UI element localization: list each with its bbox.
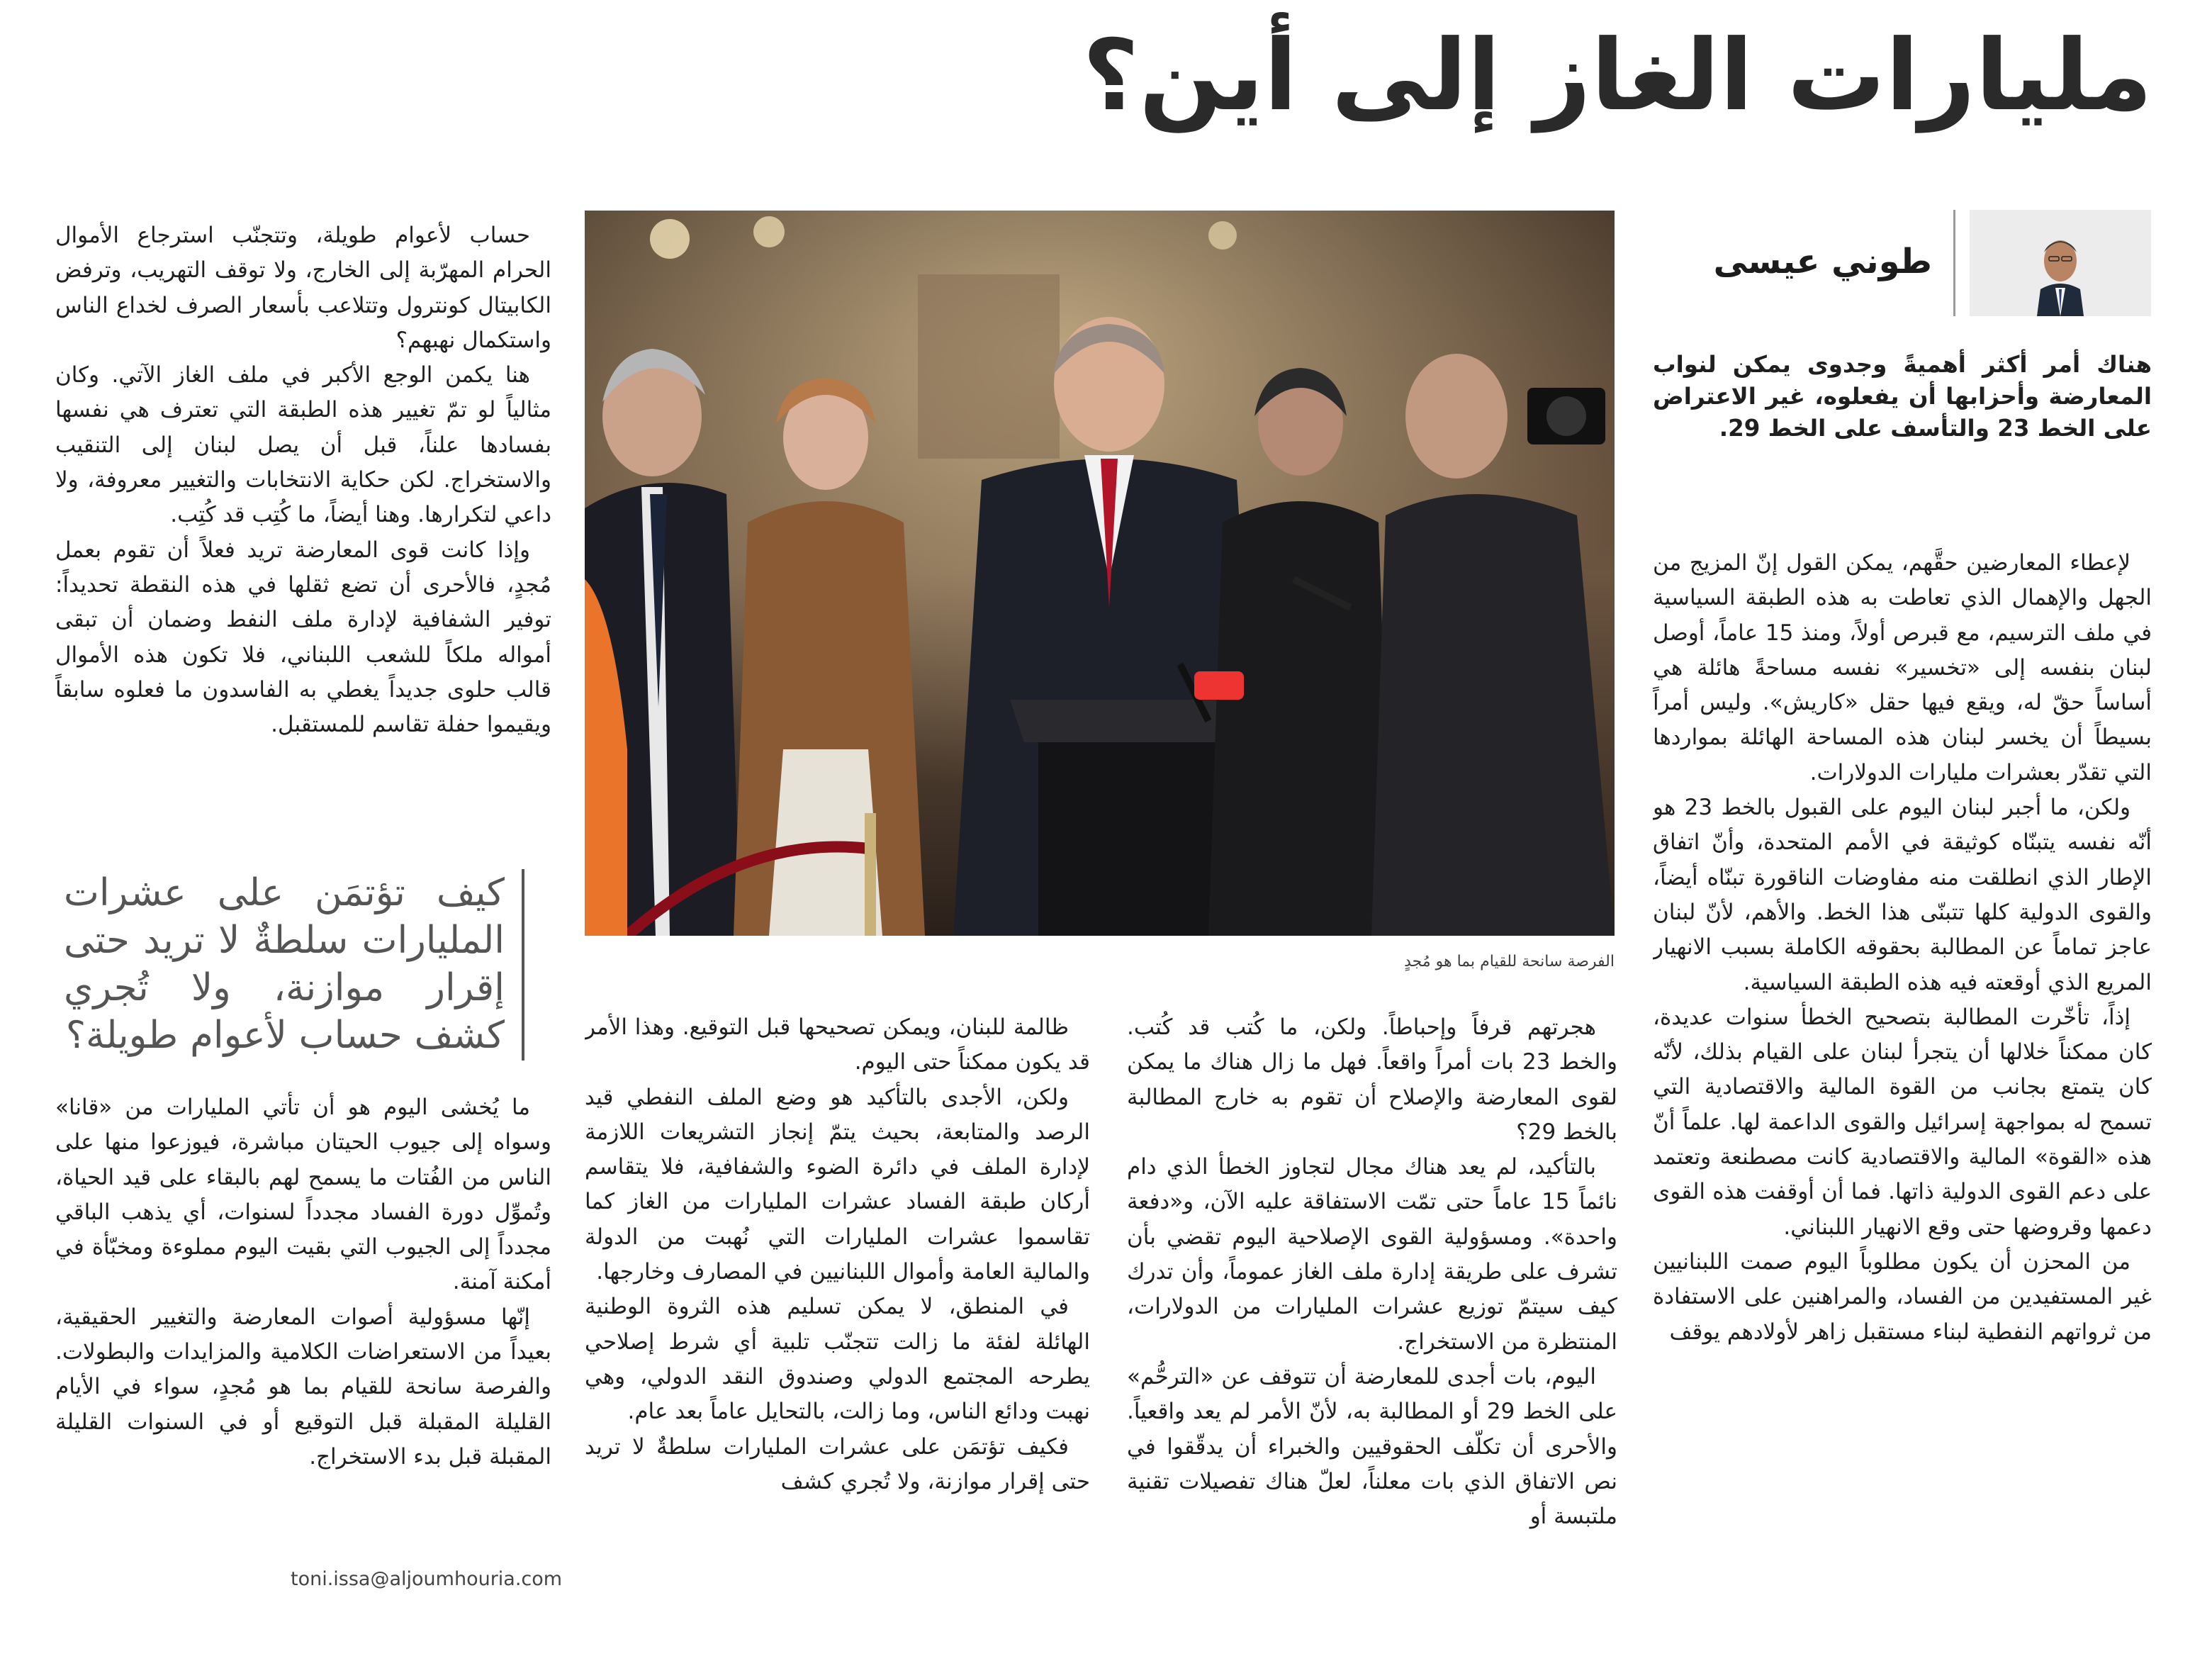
paragraph: بالتأكيد، لم يعد هناك مجال لتجاوز الخطأ الذي دام نائماً 15 عاماً حتى تمّت الاستفاقة عليه الآن، و«دفعة واحدة». ومسؤولية القوى الإصلاحية اليوم تقضي بأن تشرف على طريقة إدارة ملف الغاز عموماً، وأن تدرك كيف سيتمّ توزيع عشرات المليارات من الدولارات، المنتظرة من الاستخراج. xyxy=(1127,1154,1617,1355)
paragraph: حساب لأعوام طويلة، وتتجنّب استرجاع الأموال الحرام المهرّبة إلى الخارج، ولا توقف التهريب، وترفض الكابيتال كونترول وتتلاعب بأسعار الصرف لخداع الناس واستكمال نهبهم؟ xyxy=(55,223,551,353)
author-photo xyxy=(1970,210,2151,316)
author-portrait-icon xyxy=(1970,210,2151,316)
paragraph: إذاً، تأخّرت المطالبة بتصحيح الخطأ سنوات عديدة، كان ممكناً خلالها أن يتجرأ لبنان على القيام بذلك، لأنّه كان يتمتع بجانب من القوة المالية والاقتصادية التي تسمح له بمواجهة إسرائيل والقوى الداعمة لها. علماً أنّ هذه «القوة» المالية والاقتصادية كانت مصطنعة وتعتمد على دعم القوى الدولية ذاتها. فما أن أوقفت هذه القوى دعمها وقروضها حتى وقع الانهيار اللبناني. xyxy=(1653,1004,2152,1240)
article-column-2 xyxy=(1127,1010,1617,1606)
headline: مليارات الغاز إلى أين؟ xyxy=(1082,18,2152,133)
photo-caption: الفرصة سانحة للقيام بما هو مُجدٍ xyxy=(1404,953,1615,970)
author-divider xyxy=(1953,210,1955,316)
pull-quote-text: كيف تؤتمَن على عشرات المليارات سلطةٌ لا تريد حتى إقرار موازنة، ولا تُجري كشف حساب لأعوام طويلة؟ xyxy=(64,871,505,1057)
author-email[interactable]: toni.issa@aljoumhouria.com xyxy=(291,1568,563,1590)
pull-quote xyxy=(64,869,524,1061)
article-photo xyxy=(585,211,1615,936)
paragraph: ولكن، ما أجبر لبنان اليوم على القبول بالخط 23 هو أنّه نفسه يتبنّاه كوثيقة في الأمم المتحدة، وأنّ اتفاق الإطار الذي انطلقت منه مفاوضات الناقورة تبنّاه أيضاً، والقوى الدولية كلها تتبنّى هذا الخط. والأهم، لأنّ لبنان عاجز تماماً عن المطالبة بحقوقه الكاملة بسبب الانهيار المريع الذي أوقعته فيه هذه الطبقة السياسية. xyxy=(1653,795,2152,995)
paragraph: ولكن، الأجدى بالتأكيد هو وضع الملف النفطي قيد الرصد والمتابعة، بحيث يتمّ إنجاز التشريعات اللازمة لإدارة الملف في دائرة الضوء والشفافية، فلا يتقاسم أركان طبقة الفساد عشرات المليارات من الغاز كما تقاسموا عشرات المليارات التي نُهبت من الدولة والمالية العامة وأموال اللبنانيين في المصارف وخارجها. xyxy=(585,1084,1090,1285)
paragraph: اليوم، بات أجدى للمعارضة أن تتوقف عن «الترحُّم» على الخط 29 أو المطالبة به، لأنّ الأمر لم يعد واقعياً. والأحرى أن تكلّف الحقوقيين والخبراء أن يدقّقوا في نص الاتفاق الذي بات معلناً، لعلّ هناك تفصيلات تقنية ملتبسة أو xyxy=(1127,1363,1617,1530)
paragraph: من المحزن أن يكون مطلوباً اليوم صمت اللبنانيين غير المستفيدين من الفساد، والمراهنين على الاستفادة من ثرواتهم النفطية لبناء مستقبل زاهر لأولادهم يوقف xyxy=(1653,1248,2152,1345)
article-column-1 xyxy=(1653,546,2152,1602)
article-column-3 xyxy=(585,1010,1090,1606)
paragraph: في المنطق، لا يمكن تسليم هذه الثروة الوطنية الهائلة لفئة ما زالت تتجنّب تلبية أي شرط إصلاحي يطرحه المجتمع الدولي وصندوق النقد الدولي، وهي نهبت ودائع الناس، وما زالت، بالتحايل عاماً بعد عام. xyxy=(585,1294,1090,1425)
paragraph: وإذا كانت قوى المعارضة تريد فعلاً أن تقوم بعمل مُجدٍ، فالأحرى أن تضع ثقلها في هذه النقطة تحديداً: توفير الشفافية لإدارة ملف النفط وضمان أن تبقى أمواله ملكاً للشعب اللبناني، فلا تكون هذه الأموال قالب حلوى جديداً يغطي به الفاسدون ما فعلوه سابقاً ويقيموا حفلة تقاسم للمستقبل. xyxy=(55,537,551,738)
press-conference-photo-icon xyxy=(585,211,1615,936)
paragraph: ما يُخشى اليوم هو أن تأتي المليارات من «قانا» وسواه إلى جيوب الحيتان مباشرة، فيوزعوا منها على الناس من الفُتات ما يسمح لهم بالبقاء على قيد الحياة، وتُموِّل دورة الفساد مجدداً لسنوات، أي يذهب الباقي مجدداً إلى الجيوب التي بقيت اليوم مملوءة ومخبّأة في أمكنة آمنة. xyxy=(55,1095,551,1295)
article-column-4-top xyxy=(55,218,551,842)
paragraph: هنا يكمن الوجع الأكبر في ملف الغاز الآتي. وكان مثالياً لو تمّ تغيير هذه الطبقة التي تعترف هي نفسها بفسادها علناً، قبل أن يصل لبنان إلى التنقيب والاستخراج. لكن حكاية الانتخابات والتغيير معروفة، ولا داعي لتكرارها. وهنا أيضاً، ما كُتِب قد كُتِب. xyxy=(55,362,551,528)
paragraph: ظالمة للبنان، ويمكن تصحيحها قبل التوقيع. وهذا الأمر قد يكون ممكناً حتى اليوم. xyxy=(585,1014,1090,1075)
author-name: طوني عيسى xyxy=(1713,242,1932,281)
lead-paragraph: هناك أمر أكثر أهميةً وجدوى يمكن لنواب المعارضة وأحزابها أن يفعلوه، غير الاعتراض على الخط 23 والتأسف على الخط 29. xyxy=(1653,351,2152,442)
paragraph: فكيف تؤتمَن على عشرات المليارات سلطةٌ لا تريد حتى إقرار موازنة، ولا تُجري كشف xyxy=(585,1433,1090,1494)
paragraph: إنّها مسؤولية أصوات المعارضة والتغيير الحقيقية، بعيداً من الاستعراضات الكلامية والمزايدات والبطولات. والفرصة سانحة للقيام بما هو مُجدٍ، سواء في الأيام القليلة المقبلة قبل التوقيع أو في السنوات القليلة المقبلة قبل بدء الاستخراج. xyxy=(55,1304,551,1470)
paragraph: هجرتهم قرفاً وإحباطاً. ولكن، ما كُتب قد كُتب. والخط 23 بات أمراً واقعاً. فهل ما زال هناك ما يمكن لقوى المعارضة والإصلاح أن تقوم به خارج المطالبة بالخط 29؟ xyxy=(1127,1014,1617,1145)
article-column-4-bottom xyxy=(55,1090,551,1565)
paragraph: لإعطاء المعارضين حقَّهم، يمكن القول إنّ المزيج من الجهل والإهمال الذي تعاطت به هذه الطبقة السياسية في ملف الترسيم، مع قبرص أولاً، ومنذ 15 عاماً، أوصل لبنان بنفسه إلى «تخسير» نفسه مساحةً هائلة هي أساساً حقّ له، ويقع فيها حقل «كاريش». وليس أمراً بسيطاً أن يخسر لبنان هذه المساحة الهائلة بمواردها التي تقدّر بعشرات مليارات الدولارات. xyxy=(1653,550,2152,785)
